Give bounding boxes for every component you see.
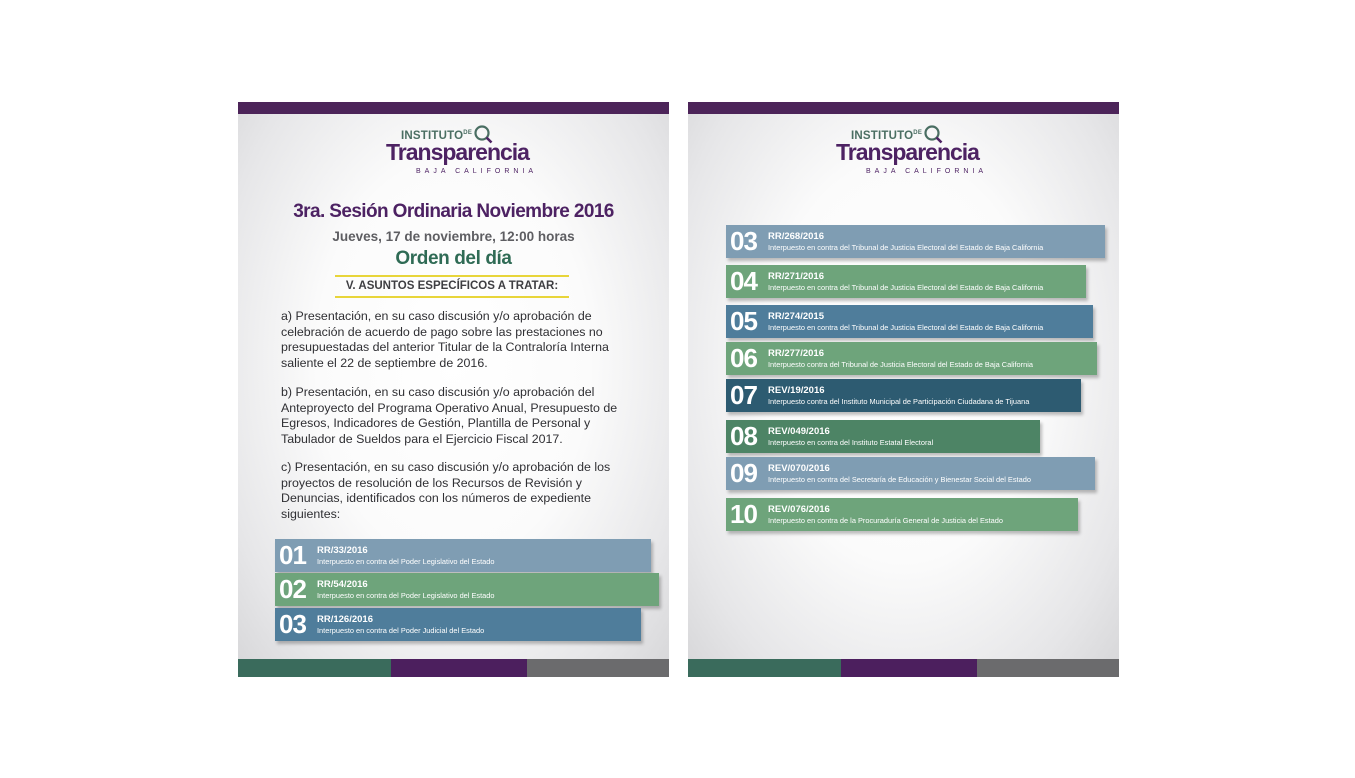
case-code: RR/271/2016 <box>768 271 824 282</box>
institute-logo <box>238 124 669 178</box>
case-code: REV/070/2016 <box>768 463 830 474</box>
case-description: Interpuesto en contra del Poder Legislativo del Estado <box>317 591 495 600</box>
agenda-item-a: a) Presentación, en su caso discusión y/o aprobación de celebración de acuerdo de pago sobre las prestaciones no presupuestadas del anterior Titular de la Contraloría Interna saliente el 22 de septiembre de 2016. <box>281 309 609 370</box>
case-number: 09 <box>730 458 757 488</box>
case-code: REV/049/2016 <box>768 426 830 437</box>
case-code: RR/274/2015 <box>768 311 824 322</box>
logo-transparencia: Transparencia <box>836 139 979 165</box>
bottom-bar <box>238 659 669 677</box>
agenda-page-2 <box>688 102 1119 677</box>
case-ribbon <box>726 379 1081 412</box>
top-bar <box>688 102 1119 114</box>
case-description: Interpuesto en contra del Tribunal de Justicia Electoral del Estado de Baja California <box>768 243 1044 252</box>
agenda-heading: Orden del día <box>395 248 512 269</box>
case-description: Interpuesto contra del Tribunal de Justicia Electoral del Estado de Baja California <box>768 360 1033 369</box>
case-description: Interpuesto en contra del Secretaría de Educación y Bienestar Social del Estado <box>768 475 1031 484</box>
case-number: 10 <box>730 499 757 529</box>
session-date: Jueves, 17 de noviembre, 12:00 horas <box>332 229 575 244</box>
case-ribbon <box>726 420 1040 453</box>
case-number: 07 <box>730 380 757 410</box>
case-code: REV/19/2016 <box>768 385 825 396</box>
case-ribbon <box>726 457 1095 490</box>
case-description: Interpuesto en contra del Poder Legislativo del Estado <box>317 557 495 566</box>
case-ribbon <box>726 498 1078 531</box>
case-ribbon <box>726 225 1105 258</box>
case-code: RR/33/2016 <box>317 545 368 556</box>
case-number: 03 <box>730 226 757 256</box>
agenda-item-c: c) Presentación, en su caso discusión y/o aprobación de los proyectos de resolución de los Recursos de Revisión y Denuncias, identificados con los números de expediente siguientes: <box>281 460 611 521</box>
agenda-item-b: b) Presentación, en su caso discusión y/o aprobación del Anteproyecto del Programa Operativo Anual, Presupuesto de Egresos, Indicadores de Gestión, Plantilla de Personal y Tabulador de Sueldos para el Ejercicio Fiscal 2017. <box>281 385 618 446</box>
logo-baja-california: BAJA CALIFORNIA <box>866 168 988 175</box>
agenda-page-1 <box>238 102 669 677</box>
case-number: 01 <box>279 540 306 570</box>
session-title: 3ra. Sesión Ordinaria Noviembre 2016 <box>293 201 614 222</box>
case-number: 03 <box>279 609 306 639</box>
section-heading: V. ASUNTOS ESPECÍFICOS A TRATAR: <box>335 275 569 298</box>
case-ribbon <box>726 342 1097 375</box>
case-description: Interpuesto en contra del Tribunal de Justicia Electoral del Estado de Baja California <box>768 323 1044 332</box>
case-description: Interpuesto contra del Instituto Municipal de Participación Ciudadana de Tijuana <box>768 397 1030 406</box>
case-number: 08 <box>730 421 757 451</box>
case-code: RR/126/2016 <box>317 614 373 625</box>
case-description: Interpuesto en contra del Tribunal de Justicia Electoral del Estado de Baja California <box>768 283 1044 292</box>
case-number: 04 <box>730 266 757 296</box>
case-ribbon <box>726 265 1086 298</box>
case-ribbon <box>275 539 651 572</box>
case-description: Interpuesto en contra del Instituto Estatal Electoral <box>768 438 934 447</box>
case-ribbon <box>275 573 659 606</box>
case-description: Interpuesto en contra de la Procuraduría General de Justicia del Estado <box>768 516 1003 525</box>
case-description: Interpuesto en contra del Poder Judicial del Estado <box>317 626 485 635</box>
case-code: REV/076/2016 <box>768 504 830 515</box>
logo-transparencia: Transparencia <box>386 139 529 165</box>
case-ribbon <box>275 608 641 641</box>
logo-baja-california: BAJA CALIFORNIA <box>416 168 538 175</box>
logo-instituto: $INSTITUTO^{DE}$ <box>851 130 923 142</box>
case-ribbon <box>726 305 1093 338</box>
top-bar <box>238 102 669 114</box>
case-code: RR/268/2016 <box>768 231 824 242</box>
bottom-bar <box>688 659 1119 677</box>
institute-logo <box>688 124 1119 178</box>
case-code: RR/277/2016 <box>768 348 824 359</box>
case-number: 05 <box>730 306 757 336</box>
case-number: 02 <box>279 574 306 604</box>
case-number: 06 <box>730 343 757 373</box>
case-code: RR/54/2016 <box>317 579 368 590</box>
logo-instituto: $INSTITUTO^{DE}$ <box>401 130 473 142</box>
